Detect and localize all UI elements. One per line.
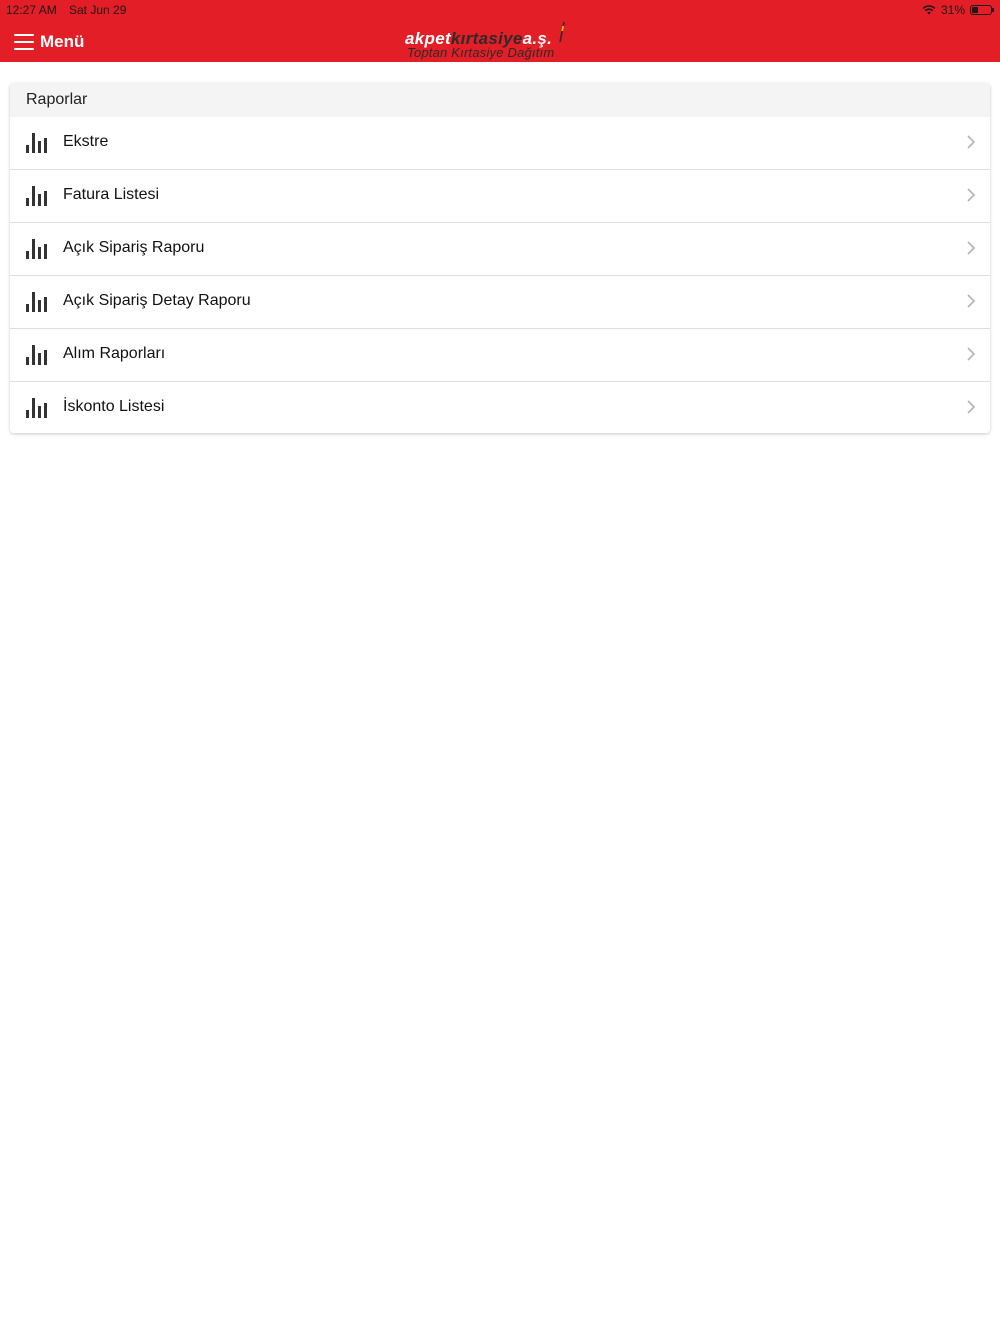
brand-logo: [405, 21, 600, 61]
bar-chart-icon: [26, 345, 48, 365]
report-item-label: Açık Sipariş Raporu: [63, 239, 205, 256]
report-item-alim-raporlari[interactable]: [10, 328, 990, 381]
report-item-iskonto-listesi[interactable]: [10, 381, 990, 433]
reports-card: [10, 83, 990, 433]
reports-title: Raporlar: [10, 83, 990, 117]
chevron-right-icon: [966, 346, 976, 362]
menu-button[interactable]: [14, 30, 84, 54]
report-item-label: Ekstre: [63, 133, 109, 150]
hamburger-icon: [14, 34, 34, 50]
logo-main: akpetkırtasiyea.ş.: [405, 29, 553, 48]
report-item-label: Alım Raporları: [63, 345, 166, 362]
battery-percent: 31%: [940, 3, 965, 17]
report-item-fatura-listesi[interactable]: [10, 169, 990, 222]
status-right: [922, 3, 992, 17]
pencil-icon: [558, 21, 566, 48]
reports-list: [10, 117, 990, 433]
app-header: [0, 0, 1000, 62]
report-item-acik-siparis-detay-raporu[interactable]: [10, 275, 990, 328]
report-item-label: Fatura Listesi: [63, 186, 160, 203]
bar-chart-icon: [26, 186, 48, 206]
chevron-right-icon: [966, 240, 976, 256]
battery-icon: [970, 5, 992, 15]
logo-tagline: Toptan Kırtasiye Dağıtım: [407, 45, 555, 60]
bar-chart-icon: [26, 133, 48, 153]
bar-chart-icon: [26, 398, 48, 418]
report-item-ekstre[interactable]: [10, 117, 990, 169]
chevron-right-icon: [966, 293, 976, 309]
status-bar: [0, 0, 1000, 20]
battery-level: [972, 7, 978, 13]
menu-label: Menü: [40, 32, 85, 51]
chevron-right-icon: [966, 134, 976, 150]
report-item-label: Açık Sipariş Detay Raporu: [63, 292, 251, 309]
report-item-acik-siparis-raporu[interactable]: [10, 222, 990, 275]
chevron-right-icon: [966, 399, 976, 415]
chevron-right-icon: [966, 187, 976, 203]
bar-chart-icon: [26, 292, 48, 312]
bar-chart-icon: [26, 239, 48, 259]
wifi-icon: [922, 5, 936, 15]
report-item-label: İskonto Listesi: [63, 398, 165, 415]
status-time: 12:27 AM: [6, 3, 57, 17]
status-date: Sat Jun 29: [69, 3, 127, 17]
